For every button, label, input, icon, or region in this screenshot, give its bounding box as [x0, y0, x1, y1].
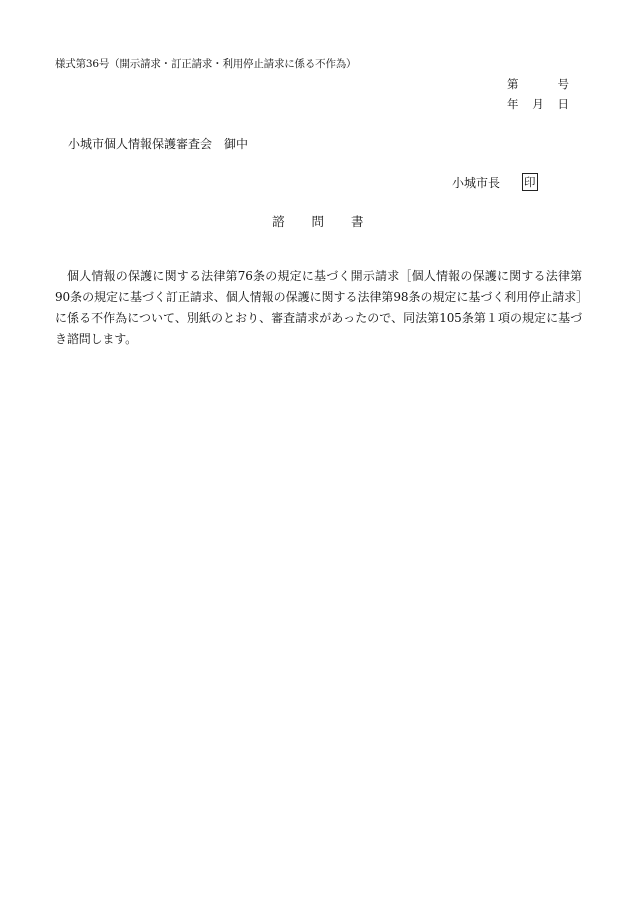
addressee [68, 135, 248, 152]
date-day-label: 日 [557, 97, 569, 111]
title-char: 諮 [272, 214, 285, 229]
reference-number-prefix: 第 [507, 77, 519, 91]
sender [452, 173, 538, 191]
addressee-name: 小城市個人情報保護審査会 [68, 137, 213, 151]
seal-mark: 印 [524, 175, 536, 189]
document-title [272, 212, 364, 230]
reference-number-suffix: 号 [557, 77, 569, 91]
reference-number [507, 76, 569, 92]
sender-name: 小城市長 [452, 175, 501, 190]
title-char: 問 [311, 214, 325, 229]
body-paragraph: 個人情報の保護に関する法律第76条の規定に基づく開示請求［個人情報の保護に関する法律第90条の規定に基づく訂正請求、個人情報の保護に関する法律第98条の規定に基づく利用停止請求］に係る不作為について、別紙のとおり、審査請求があったので、同法第105条第１項の規定に基づき諮問します。 [55, 269, 582, 346]
form-number: 様式第36号（開示請求・訂正請求・利用停止請求に係る不作為） [55, 58, 357, 70]
date-month-label: 月 [532, 97, 544, 111]
addressee-honorific: 御中 [224, 137, 249, 151]
date-year-label: 年 [507, 97, 519, 111]
title-char: 書 [351, 214, 364, 229]
reference-date [507, 96, 569, 112]
